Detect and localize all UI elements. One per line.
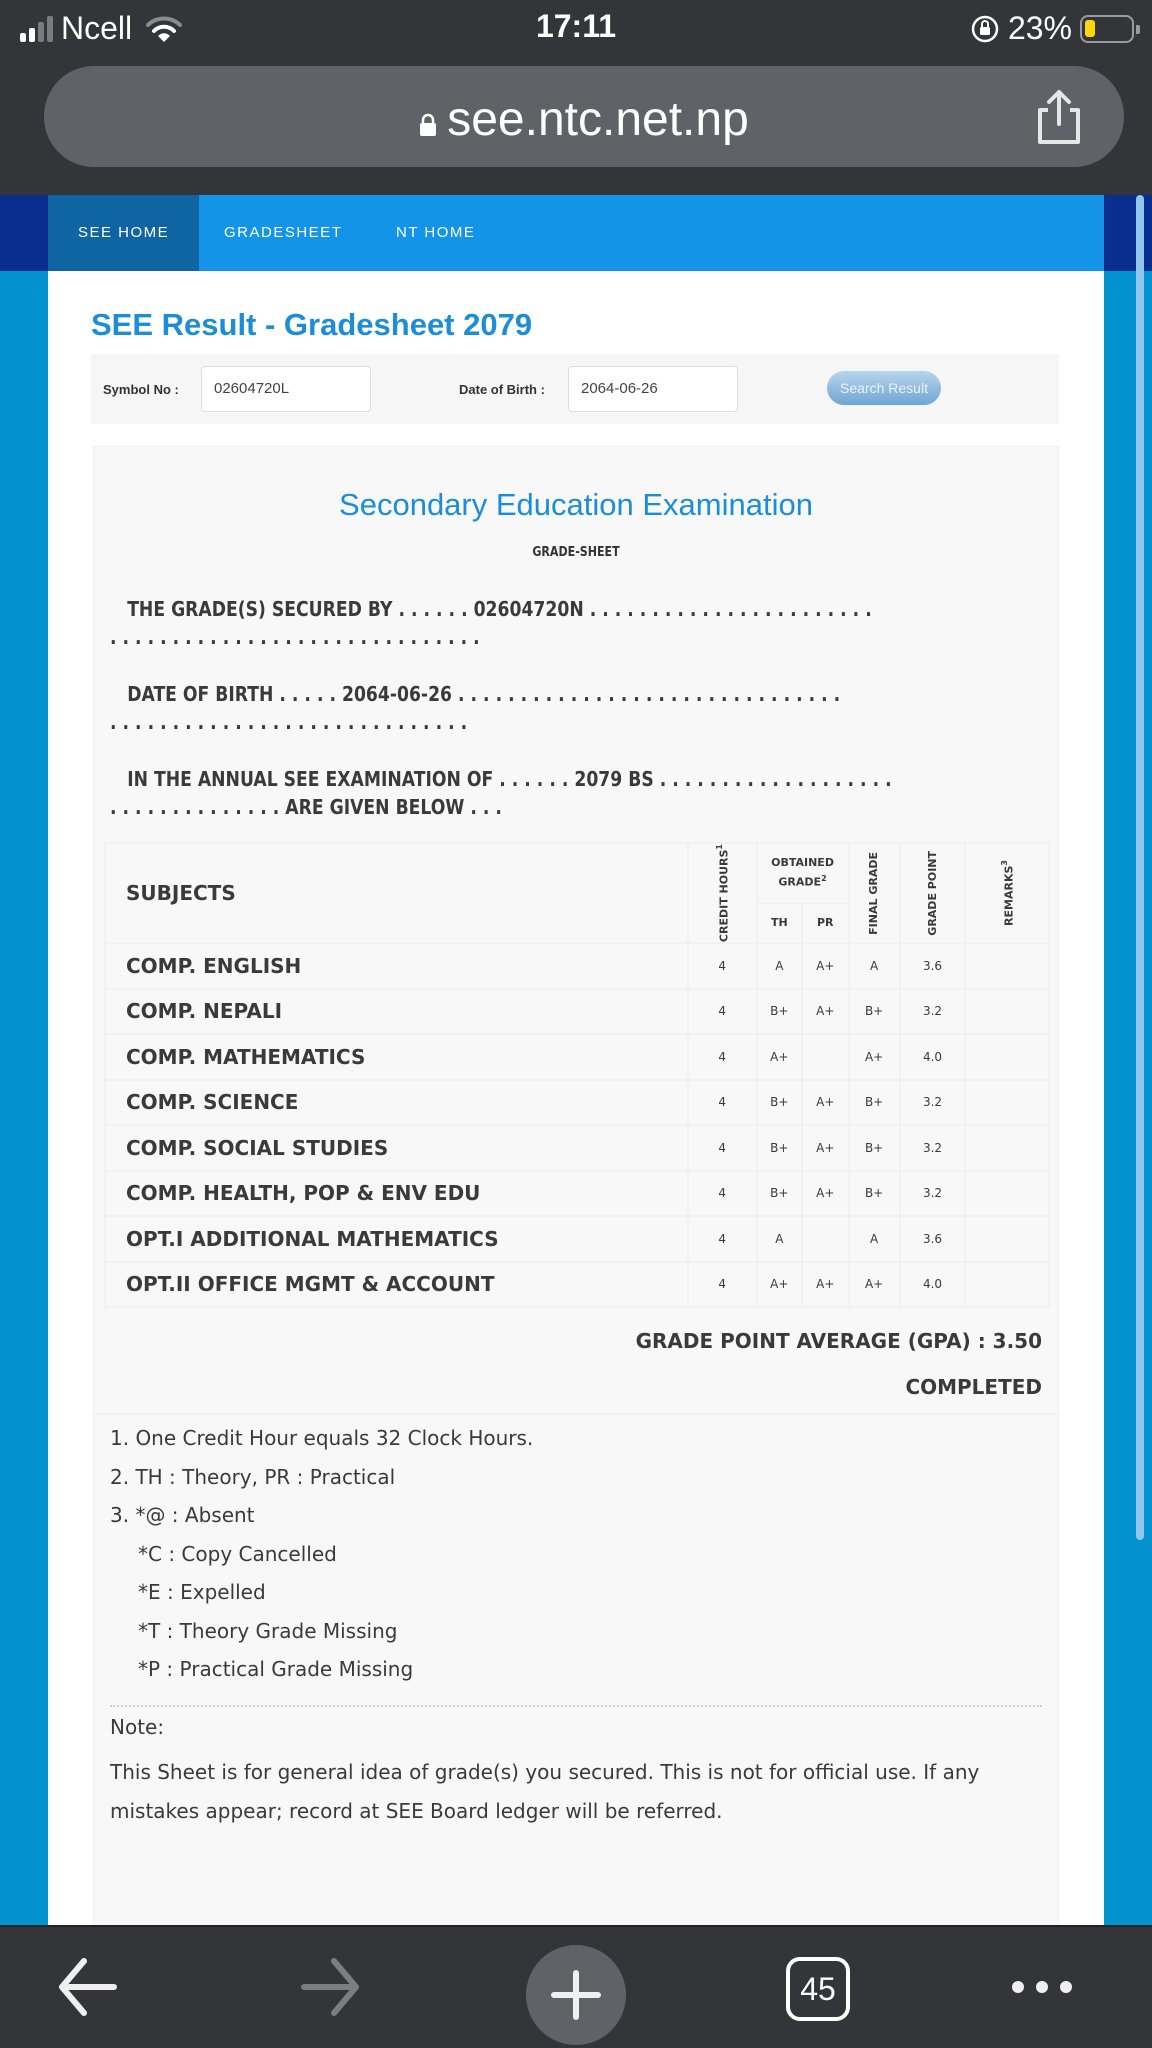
exam-statement: IN THE ANNUAL SEE EXAMINATION OF . . . . . . 2079 BS . . . . . . . . . . . . . . . . . . . . . . . . . . . . . . . . . ARE GIVEN BELOW . . . <box>110 767 892 819</box>
dob-label: Date of Birth : <box>459 382 545 397</box>
url-display[interactable] <box>44 92 1124 147</box>
url-text: see.ntc.net.np <box>447 93 749 146</box>
grade-point-cell: 3.2 <box>900 989 966 1035</box>
sheet-subtitle: GRADE-SHEET <box>532 545 620 560</box>
secured-by-statement: THE GRADE(S) SECURED BY . . . . . . 02604720N . . . . . . . . . . . . . . . . . . . . . . . . . . . . . . . . . . . . . . . . . . . . . . . . . . . . . <box>110 597 872 649</box>
remarks-cell <box>965 943 1049 989</box>
share-icon[interactable] <box>1034 88 1084 146</box>
table-row <box>105 1034 1049 1080</box>
search-result-button[interactable]: Search Result <box>827 371 941 405</box>
final-grade-cell: B+ <box>849 1125 900 1171</box>
new-tab-button[interactable] <box>526 1945 626 2045</box>
back-icon[interactable] <box>48 1947 128 2027</box>
credit-hours-cell: 4 <box>688 1034 757 1080</box>
table-row <box>105 989 1049 1035</box>
remarks-cell <box>965 1262 1049 1308</box>
divider <box>94 1413 1058 1415</box>
page-content <box>48 271 1104 1925</box>
credit-hours-cell: 4 <box>688 1125 757 1171</box>
grade-point-cell: 3.6 <box>900 943 966 989</box>
header-grade-point: GRADE POINT <box>900 843 966 943</box>
subject-cell: OPT.I ADDITIONAL MATHEMATICS <box>105 1216 688 1262</box>
credit-hours-cell: 4 <box>688 943 757 989</box>
practical-grade-cell: A+ <box>802 1171 848 1217</box>
legend <box>110 1419 533 1689</box>
header-remarks: REMARKS$^3$ <box>965 843 1049 943</box>
header-subjects: SUBJECTS <box>105 843 688 943</box>
final-grade-cell: B+ <box>849 1171 900 1217</box>
remarks-cell <box>965 1125 1049 1171</box>
header-th: TH <box>757 903 802 943</box>
grade-point-cell: 3.2 <box>900 1171 966 1217</box>
theory-grade-cell: A+ <box>757 1034 802 1080</box>
tabs-button[interactable]: 45 <box>786 1957 850 2021</box>
lock-icon <box>419 94 437 116</box>
forward-icon[interactable] <box>290 1947 370 2027</box>
status-right <box>970 10 1134 47</box>
table-row <box>105 1080 1049 1126</box>
nav-nt-home[interactable]: NT HOME <box>396 224 476 241</box>
subject-cell: COMP. SOCIAL STUDIES <box>105 1125 688 1171</box>
page-title: SEE Result - Gradesheet 2079 <box>91 307 533 342</box>
nav-see-home[interactable]: SEE HOME <box>48 195 199 271</box>
theory-grade-cell: A <box>757 1216 802 1262</box>
symbol-input[interactable]: 02604720L <box>201 366 371 412</box>
grade-rows <box>105 943 1049 1307</box>
browser-toolbar <box>0 1925 1152 2048</box>
theory-grade-cell: B+ <box>757 1080 802 1126</box>
subject-cell: OPT.II OFFICE MGMT & ACCOUNT <box>105 1262 688 1308</box>
remarks-cell <box>965 1080 1049 1126</box>
grade-point-cell: 3.6 <box>900 1216 966 1262</box>
dob-statement: DATE OF BIRTH . . . . . 2064-06-26 . . . . . . . . . . . . . . . . . . . . . . . . . . . . . . . . . . . . . . . . . . . . . . . . . . . . . . . . . . . . <box>110 682 841 734</box>
subject-cell: COMP. NEPALI <box>105 989 688 1035</box>
dob-input[interactable]: 2064-06-26 <box>568 366 738 412</box>
top-nav <box>0 195 1152 271</box>
web-viewport <box>0 195 1152 1925</box>
note-title: Note: <box>110 1715 165 1739</box>
status-bar <box>0 0 1152 58</box>
header-obtained-grade: OBTAINED GRADE$^2$ <box>757 843 849 903</box>
dotted-divider <box>110 1705 1042 1707</box>
header-pr: PR <box>802 903 848 943</box>
practical-grade-cell: A+ <box>802 943 848 989</box>
header-final-grade: FINAL GRADE <box>849 843 900 943</box>
page-scrollbar[interactable] <box>1136 195 1144 1540</box>
table-row <box>105 1125 1049 1171</box>
final-grade-cell: B+ <box>849 989 900 1035</box>
gpa-value: GRADE POINT AVERAGE (GPA) : 3.50 <box>635 1329 1042 1353</box>
final-grade-cell: A+ <box>849 1034 900 1080</box>
subject-cell: COMP. HEALTH, POP & ENV EDU <box>105 1171 688 1217</box>
symbol-label: Symbol No : <box>103 382 179 397</box>
battery-level-fill <box>1085 20 1095 37</box>
grade-point-cell: 3.2 <box>900 1080 966 1126</box>
grade-point-cell: 4.0 <box>900 1034 966 1080</box>
table-row <box>105 1216 1049 1262</box>
sheet-title: Secondary Education Examination <box>339 487 813 522</box>
practical-grade-cell: A+ <box>802 1125 848 1171</box>
practical-grade-cell: A+ <box>802 1080 848 1126</box>
grade-sheet <box>93 446 1059 1925</box>
header-credit-hours: CREDIT HOURS$^1$ <box>688 843 757 943</box>
remarks-cell <box>965 1034 1049 1080</box>
practical-grade-cell: A+ <box>802 1262 848 1308</box>
subject-cell: COMP. SCIENCE <box>105 1080 688 1126</box>
grade-point-cell: 4.0 <box>900 1262 966 1308</box>
nav-gradesheet[interactable]: GRADESHEET <box>224 224 343 241</box>
credit-hours-cell: 4 <box>688 1171 757 1217</box>
table-row <box>105 1262 1049 1308</box>
note-text: This Sheet is for general idea of grade(s) you secured. This is not for official use. If any mistakes appear; record at SEE Board ledger will be referred. <box>110 1760 980 1823</box>
legend-item: *P : Practical Grade Missing <box>138 1657 414 1681</box>
subject-cell: COMP. MATHEMATICS <box>105 1034 688 1080</box>
grade-point-cell: 3.2 <box>900 1125 966 1171</box>
rotation-lock-icon <box>970 14 1000 44</box>
remarks-cell <box>965 1216 1049 1262</box>
credit-hours-cell: 4 <box>688 989 757 1035</box>
final-grade-cell: A+ <box>849 1262 900 1308</box>
remarks-cell <box>965 989 1049 1035</box>
search-form <box>91 354 1059 424</box>
legend-item: 2. TH : Theory, PR : Practical <box>110 1464 396 1489</box>
legend-item: 1. One Credit Hour equals 32 Clock Hours. <box>110 1426 534 1450</box>
battery-percent: 23% <box>1007 10 1072 46</box>
table-row <box>105 943 1049 989</box>
theory-grade-cell: B+ <box>757 1171 802 1217</box>
credit-hours-cell: 4 <box>688 1080 757 1126</box>
carrier-name: Ncell <box>61 10 133 46</box>
plus-icon <box>526 1945 626 2045</box>
final-grade-cell: A <box>849 1216 900 1262</box>
remarks-cell <box>965 1171 1049 1217</box>
theory-grade-cell: B+ <box>757 989 802 1035</box>
legend-item: *E : Expelled <box>138 1580 266 1604</box>
practical-grade-cell <box>802 1034 848 1080</box>
battery-icon <box>1080 15 1134 43</box>
practical-grade-cell <box>802 1216 848 1262</box>
legend-item: 3. *@ : Absent <box>110 1503 255 1527</box>
practical-grade-cell: A+ <box>802 989 848 1035</box>
clock: 17:11 <box>535 8 617 44</box>
theory-grade-cell: A+ <box>757 1262 802 1308</box>
credit-hours-cell: 4 <box>688 1216 757 1262</box>
subject-cell: COMP. ENGLISH <box>105 943 688 989</box>
final-grade-cell: A <box>849 943 900 989</box>
table-row <box>105 1171 1049 1217</box>
grade-table <box>104 842 1050 1308</box>
legend-item: *C : Copy Cancelled <box>138 1541 337 1566</box>
theory-grade-cell: B+ <box>757 1125 802 1171</box>
more-icon[interactable] <box>1004 1947 1084 2027</box>
final-grade-cell: B+ <box>849 1080 900 1126</box>
legend-item: *T : Theory Grade Missing <box>138 1618 398 1643</box>
theory-grade-cell: A <box>757 943 802 989</box>
address-bar[interactable] <box>44 66 1124 167</box>
result-status: COMPLETED <box>905 1375 1042 1399</box>
credit-hours-cell: 4 <box>688 1262 757 1308</box>
